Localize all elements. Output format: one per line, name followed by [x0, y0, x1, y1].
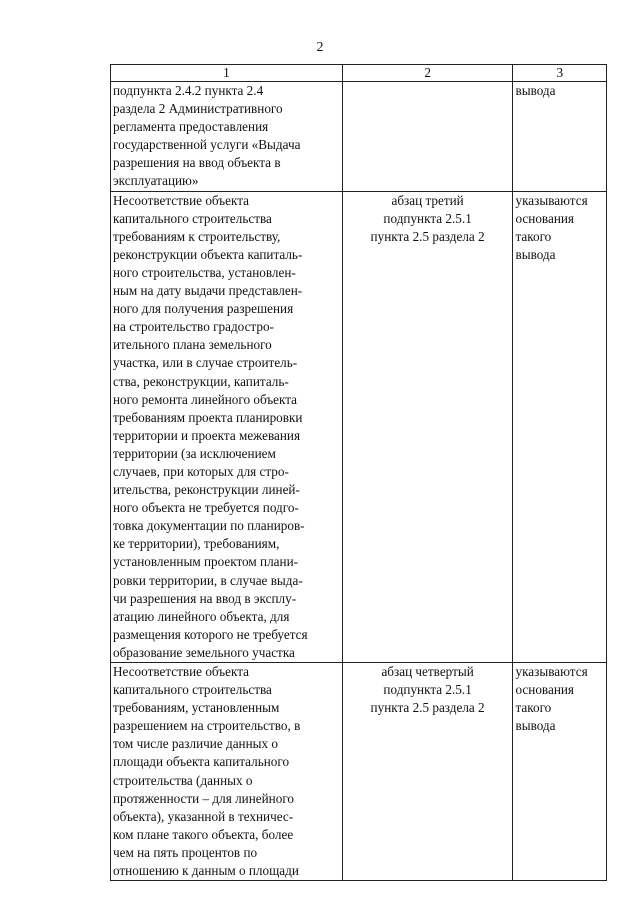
table-cell-description: Несоответствие объекта капитального строительства требованиям, установленным разрешением на строительство, в том числе различие данных о площади объекта капитального строительства (данных о протяженности – для линейного объекта), указанной в техничес- ком плане такого объекта, более чем на пять процентов по отношению к данным о площади — [111, 663, 343, 881]
table-row — [111, 663, 607, 881]
table-cell-reference: абзац четвертый подпункта 2.5.1 пункта 2.5 раздела 2 — [342, 663, 513, 881]
table-cell-note: указываются основания такого вывода — [513, 663, 607, 881]
table-cell-description: Несоответствие объекта капитального строительства требованиям к строительству, реконструкции объекта капиталь- ного строительства, установлен- ным на дату выдачи представлен- ного для получения разрешения на строительство градостро- ительного плана земельного участка, или в случае строитель- ства, реконструкции, капиталь- ного ремонта линейного объекта требованиям проекта планировки территории и проекта межевания территории (за исключением случаев, при которых для стро- ительства, реконструкции линей- ного объекта не требуется подго- товка документации по планиров- ке территории), требованиям, установленным проектом плани- ровки территории, в случае выда- чи разрешения на ввод в эксплу- атацию линейного объекта, для размещения которого не требуется образование земельного участка — [111, 191, 343, 662]
table-header-row — [111, 65, 607, 82]
document-table — [110, 64, 607, 881]
table-cell-reference: абзац третий подпункта 2.5.1 пункта 2.5 раздела 2 — [342, 191, 513, 662]
table-row — [111, 82, 607, 192]
column-header-1: 1 — [111, 65, 343, 82]
table-cell-reference — [342, 82, 513, 192]
table-cell-note: вывода — [513, 82, 607, 192]
column-header-3: 3 — [513, 65, 607, 82]
column-header-2: 2 — [342, 65, 513, 82]
page-number: 2 — [316, 40, 324, 55]
table-row — [111, 191, 607, 662]
table-cell-description: подпункта 2.4.2 пункта 2.4 раздела 2 Административного регламента предоставления государственной услуги «Выдача разрешения на ввод объекта в эксплуатацию» — [111, 82, 343, 192]
table-cell-note: указываются основания такого вывода — [513, 191, 607, 662]
